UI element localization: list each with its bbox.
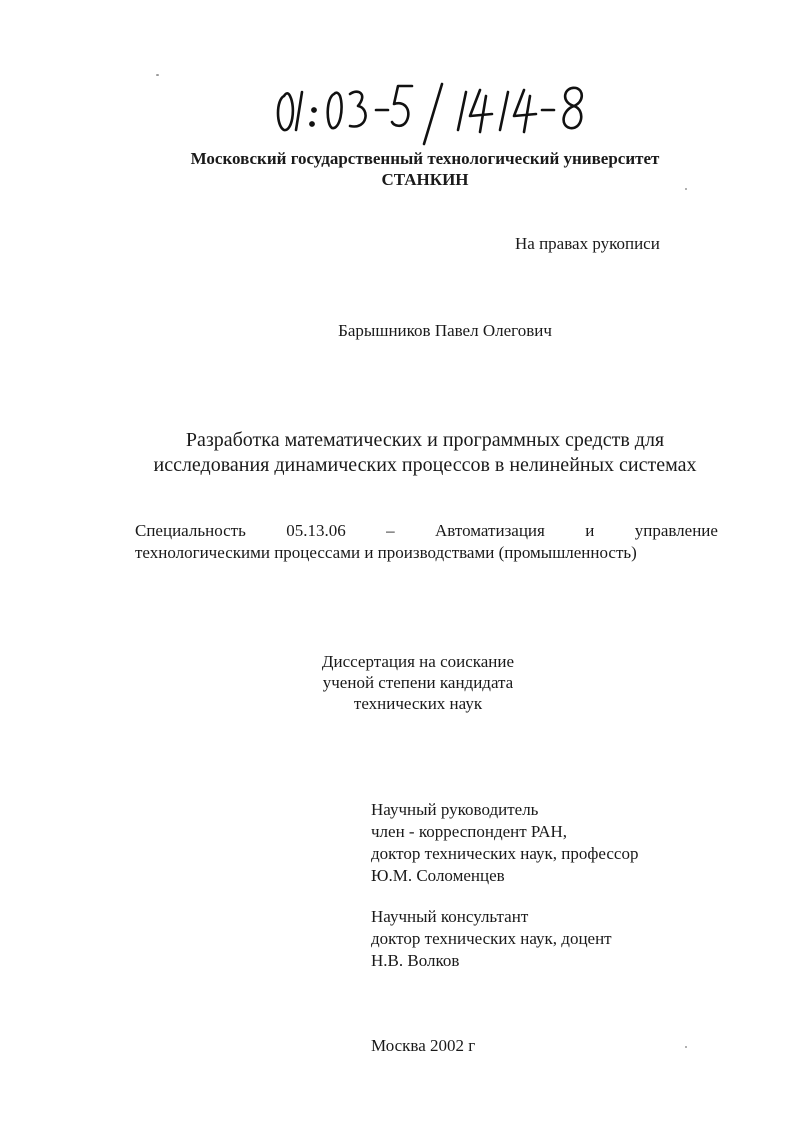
university-name: Московский государственный технологический университет — [190, 149, 660, 168]
university-block — [0, 148, 793, 190]
manuscript-rights: На правах рукописи — [515, 234, 660, 253]
supervisor-degree: доктор технических наук, профессор — [371, 844, 639, 863]
supervisor-block — [371, 799, 638, 887]
scan-speck — [685, 188, 687, 190]
title-line-2: исследования динамических процессов в нелинейных системах — [153, 454, 697, 476]
dissertation-line-3: технических наук — [353, 694, 483, 713]
specialty-word-1: Автоматизация — [435, 521, 545, 540]
consultant-role: Научный консультант — [371, 907, 529, 926]
supervisor-role: Научный руководитель — [371, 800, 539, 819]
specialty-code: 05.13.06 — [286, 521, 346, 540]
consultant-block — [371, 906, 612, 972]
specialty-dash: – — [386, 521, 395, 540]
specialty-word-3: управление — [634, 521, 718, 540]
title-line-1: Разработка математических и программных средств для — [185, 429, 665, 451]
university-abbr: СТАНКИН — [381, 170, 469, 189]
consultant-degree: доктор технических наук, доцент — [371, 929, 612, 948]
consultant-name: Н.В. Волков — [371, 951, 460, 970]
supervisor-rank: член - корреспондент РАН, — [371, 822, 567, 841]
scan-speck — [685, 1046, 687, 1048]
dissertation-title — [130, 428, 720, 478]
scan-speck — [156, 74, 159, 76]
author-name: Барышников Павел Олегович — [338, 321, 552, 340]
specialty-label: Специальность — [135, 521, 246, 540]
specialty-word-2: и — [585, 521, 595, 540]
specialty-block — [135, 520, 718, 564]
supervisor-name: Ю.М. Соломенцев — [371, 866, 505, 885]
specialty-line-2: технологическими процессами и производствами (промышленность) — [135, 543, 637, 562]
handwritten-archive-code — [272, 78, 602, 148]
dissertation-line-2: ученой степени кандидата — [322, 673, 514, 692]
specialty-line-1 — [135, 520, 718, 542]
dissertation-statement — [312, 651, 524, 714]
city-year: Москва 2002 г — [371, 1036, 476, 1055]
dissertation-line-1: Диссертация на соискание — [321, 652, 515, 671]
